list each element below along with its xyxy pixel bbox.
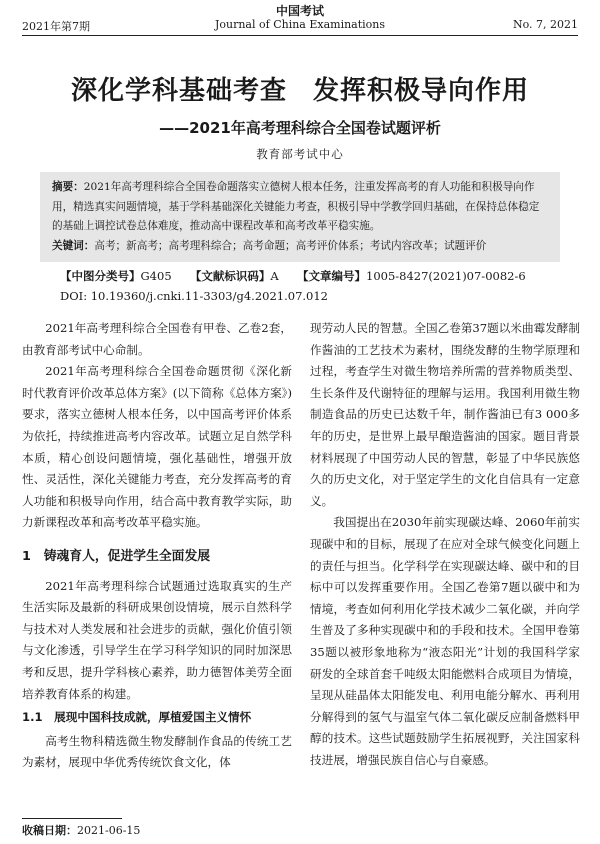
meta-codes xyxy=(60,266,560,286)
running-header xyxy=(0,0,600,38)
keywords xyxy=(52,237,548,257)
title-part-2: 发挥积极导向作用 xyxy=(313,76,530,106)
abstract-box xyxy=(40,172,560,262)
left-column xyxy=(22,318,292,774)
paragraph: 高考生物科精选微生物发酵制作食品的传统工艺为素材，展现中华优秀传统饮食文化，体 xyxy=(22,733,292,770)
abstract xyxy=(52,178,548,237)
issue-en: No. 7, 2021 xyxy=(512,18,578,31)
doc-code-label: 【文献标识码】 xyxy=(189,269,271,283)
paragraph: 2021年高考理科综合试题通过选取真实的生产生活实际及最新的科研成果创设情境，展示自然科学与技术对人类发展和社会进步的贡献，强化价值引领与文化渗透，引导学生在学习科学知识的同时加深思考和反思，提升学科核心素养，助力德智体美劳全面培养教育体系的构建。 xyxy=(22,578,292,701)
article-title xyxy=(0,70,600,107)
subsection-heading: 1.1 展现中国科技成就，厚植爱国主义情怀 xyxy=(22,710,252,725)
clc-label: 【中图分类号】 xyxy=(60,269,141,283)
article-meta xyxy=(60,266,560,306)
received-date-value: 2021-06-15 xyxy=(77,824,141,837)
article-number-label: 【文章编号】 xyxy=(297,269,367,283)
article-subtitle: ——2021年高考理科综合全国卷试题评析 xyxy=(159,119,441,137)
title-part-1: 深化学科基础考查 xyxy=(70,76,287,106)
paragraph: 我国提出在2030年前实现碳达峰、2060年前实现碳中和的目标，展现了在应对全球气候变化问题上的责任与担当。化学科学在实现碳达峰、碳中和的目标中可以发挥重要作用。全国乙卷第7题以碳中和为情境，考查如何利用化学技术减少二氧化碳，并向学生普及了多种实现碳中和的手段和技术。全国甲卷第35题以被形象地称为“液态阳光”计划的我国科学家研发的全球首套千吨级太阳能燃料合成项目为情境，呈现从硅晶体太阳能发电、利用电能分解水、再利用分解得到的氢气与温室气体二氧化碳反应制备燃料甲醇的技术。这些试题鼓励学生拓展视野，关注国家科技进展，增强民族自信心与自豪感。 xyxy=(310,515,580,767)
issue-cn: 2021年第7期 xyxy=(22,20,90,33)
doc-code-value: A xyxy=(270,269,279,283)
keywords-label: 关键词： xyxy=(52,239,95,252)
article-number-value: 1005-8427(2021)07-0082-6 xyxy=(366,269,526,283)
received-date xyxy=(22,822,140,838)
clc-value: G405 xyxy=(140,269,172,283)
doi: DOI: 10.19360/j.cnki.11-3303/g4.2021.07.012 xyxy=(60,289,328,303)
journal-brand: 中国考试 xyxy=(275,4,324,18)
paragraph: 2021年高考理科综合全国卷有甲卷、乙卷2套，由教育部考试中心命制。 xyxy=(22,321,292,357)
paragraph: 现劳动人民的智慧。全国乙卷第37题以米曲霉发酵制作酱油的工艺技术为素材，围绕发酵的生物学原理和过程，考查学生对微生物培养所需的营养物质类型、生长条件及代谢特征的理解与运用。我国利用微生物制造食品的历史已达数千年，制作酱油已有3 000多年的历史，是世界上最早酿造酱油的国家。题目背景材料展现了中国劳动人民的智慧，彰显了中华民族悠久的历史文化，对于坚定学生的文化自信具有一定意义。 xyxy=(310,321,580,508)
footnote-rule xyxy=(22,818,122,819)
abstract-text: 2021年高考理科综合全国卷命题落实立德树人根本任务，注重发挥高考的育人功能和积极导向作用，精选真实问题情境，基于学科基础深化关键能力考查，积极引导中学教学回归基础，在保持总体稳定的基础上调控试卷总体难度，推动高中课程改革和高考改革平稳实施。 xyxy=(52,181,540,232)
journal-name-en: Journal of China Examinations xyxy=(214,18,386,31)
paragraph: 2021年高考理科综合全国卷命题贯彻《深化新时代教育评价改革总体方案》(以下简称《总体方案》)要求，落实立德树人根本任务，以中国高考评价体系为依托，持续推进高考内容改革。试题立足自然学科本质，精心创设问题情境，强化基础性，增强开放性、灵活性，深化关键能力考查，充分发挥高考的育人功能和积极导向作用，结合高中教育教学实际，助力新课程改革和高考改革平稳实施。 xyxy=(22,364,292,530)
received-date-label: 收稿日期： xyxy=(22,824,77,837)
article-author: 教育部考试中心 xyxy=(256,147,344,161)
header-rule xyxy=(22,35,578,36)
section-heading: 1 铸魂育人，促进学生全面发展 xyxy=(22,548,211,564)
right-column xyxy=(310,318,580,771)
keywords-text: 高考；新高考；高考理科综合；高考命题；高考评价体系；考试内容改革；试题评价 xyxy=(94,239,487,252)
abstract-label: 摘要： xyxy=(52,181,84,193)
